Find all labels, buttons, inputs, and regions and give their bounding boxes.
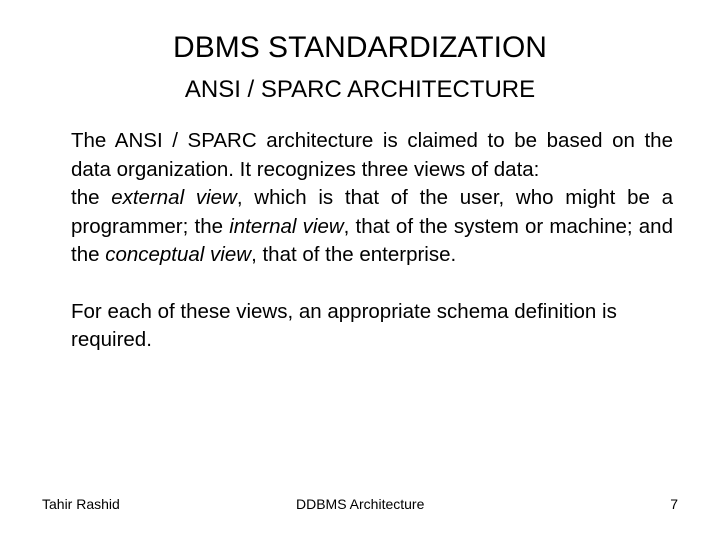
views-text-3: , that of the system or machine; and the — [71, 214, 673, 266]
footer-course: DDBMS Architecture — [296, 496, 425, 512]
external-view-term: external view — [111, 186, 237, 209]
conceptual-view-term: conceptual view — [105, 243, 252, 266]
slide-title: DBMS STANDARDIZATION — [173, 31, 547, 64]
views-text-1: the — [71, 186, 112, 209]
slide-subtitle: ANSI / SPARC ARCHITECTURE — [184, 76, 536, 103]
footer-author: Tahir Rashid — [42, 496, 120, 512]
internal-view-term: internal view — [229, 214, 344, 238]
paragraph-views — [71, 184, 673, 270]
slide-body — [71, 127, 673, 355]
paragraph-gap — [71, 270, 673, 298]
paragraph-schema: For each of these views, an appropriate schema definition is required. — [71, 299, 617, 351]
footer-page-number: 7 — [670, 496, 678, 512]
views-text-4: , that of the enterprise. — [251, 243, 457, 266]
views-text-2: , which is that of the user, who might be a programmer; the — [71, 186, 673, 238]
paragraph-intro: The ANSI / SPARC architecture is claimed to be based on the data organization. It recognizes three views of data: — [71, 129, 673, 181]
